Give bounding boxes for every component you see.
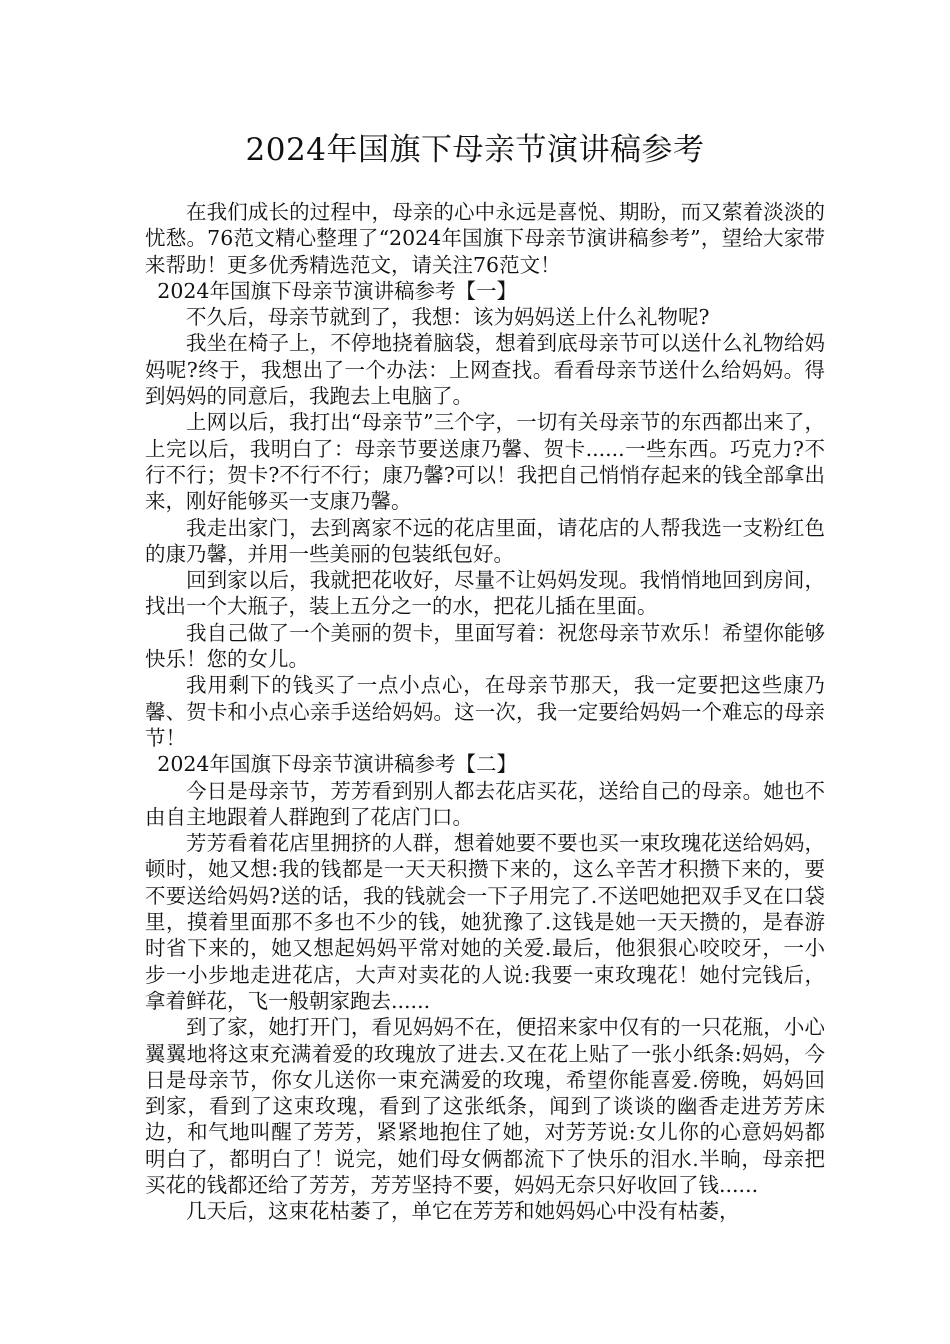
intro-paragraph: 在我们成长的过程中，母亲的心中永远是喜悦、期盼，而又萦着淡淡的忧愁。76范文精心整理了“2024年国旗下母亲节演讲稿参考”，望给大家带来帮助！更多优秀精选范文，请关注76范文！ — [145, 200, 825, 277]
paragraph: 我用剩下的钱买了一点小点心，在母亲节那天，我一定要把这些康乃馨、贺卡和小点心亲手送给妈妈。这一次，我一定要给妈妈一个难忘的母亲节！ — [145, 673, 825, 750]
paragraph: 回到家以后，我就把花收好，尽量不让妈妈发现。我悄悄地回到房间，找出一个大瓶子，装上五分之一的水，把花儿插在里面。 — [145, 568, 825, 619]
paragraph: 我坐在椅子上，不停地挠着脑袋，想着到底母亲节可以送什么礼物给妈妈呢?终于，我想出了一个办法：上网查找。看看母亲节送什么给妈妈。得到妈妈的同意后，我跑去上电脑了。 — [145, 331, 825, 409]
document-body — [145, 199, 825, 1225]
paragraph: 我走出家门，去到离家不远的花店里面，请花店的人帮我选一支粉红色的康乃馨，并用一些美丽的包装纸包好。 — [145, 515, 825, 566]
paragraph: 几天后，这束花枯萎了，单它在芳芳和她妈妈心中没有枯萎， — [186, 1199, 740, 1224]
paragraph: 上网以后，我打出“母亲节”三个字，一切有关母亲节的东西都出来了，上完以后，我明白了：母亲节要送康乃馨、贺卡......一些东西。巧克力?不行不行；贺卡?不行不行；康乃馨?可以！我把自己悄悄存起来的钱全部拿出来，刚好能够买一支康乃馨。 — [145, 410, 825, 514]
page-title: 2024年国旗下母亲节演讲稿参考 — [245, 132, 705, 168]
paragraph: 芳芳看着花店里拥挤的人群，想着她要不要也买一束玫瑰花送给妈妈，顿时，她又想:我的钱都是一天天积攒下来的，这么辛苦才积攒下来的，要不要送给妈妈?送的话，我的钱就会一下子用完了.不送吧她把双手叉在口袋里，摸着里面那不多也不少的钱，她犹豫了.这钱是她一天天攒的，是春游时省下来的，她又想起妈妈平常对她的关爱.最后，他狠狠心咬咬牙，一小步一小步地走进花店，大声对卖花的人说:我要一束玫瑰花！她付完钱后，拿着鲜花，飞一般朝家跑去...... — [145, 831, 825, 1013]
section-heading-2: 2024年国旗下母亲节演讲稿参考【二】 — [157, 752, 517, 777]
section-heading-1: 2024年国旗下母亲节演讲稿参考【一】 — [157, 278, 517, 303]
paragraph: 不久后，母亲节就到了，我想：该为妈妈送上什么礼物呢? — [186, 305, 710, 330]
paragraph: 今日是母亲节，芳芳看到别人都去花店买花，送给自己的母亲。她也不由自主地跟着人群跑到了花店门口。 — [145, 778, 825, 829]
paragraph: 到了家，她打开门，看见妈妈不在，便招来家中仅有的一只花瓶，小心翼翼地将这束充满着爱的玫瑰放了进去.又在花上贴了一张小纸条:妈妈，今日是母亲节，你女儿送你一束充满爱的玫瑰，希望你能喜爱.傍晚，妈妈回到家，看到了这束玫瑰，看到了这张纸条，闻到了谈谈的幽香走进芳芳床边，和气地叫醒了芳芳，紧紧地抱住了她，对芳芳说:女儿你的心意妈妈都明白了，都明白了！说完，她们母女俩都流下了快乐的泪水.半晌，母亲把买花的钱都还给了芳芳，芳芳坚持不要，妈妈无奈只好收回了钱...... — [145, 1015, 825, 1197]
paragraph: 我自己做了一个美丽的贺卡，里面写着：祝您母亲节欢乐！希望你能够快乐！您的女儿。 — [145, 620, 825, 672]
